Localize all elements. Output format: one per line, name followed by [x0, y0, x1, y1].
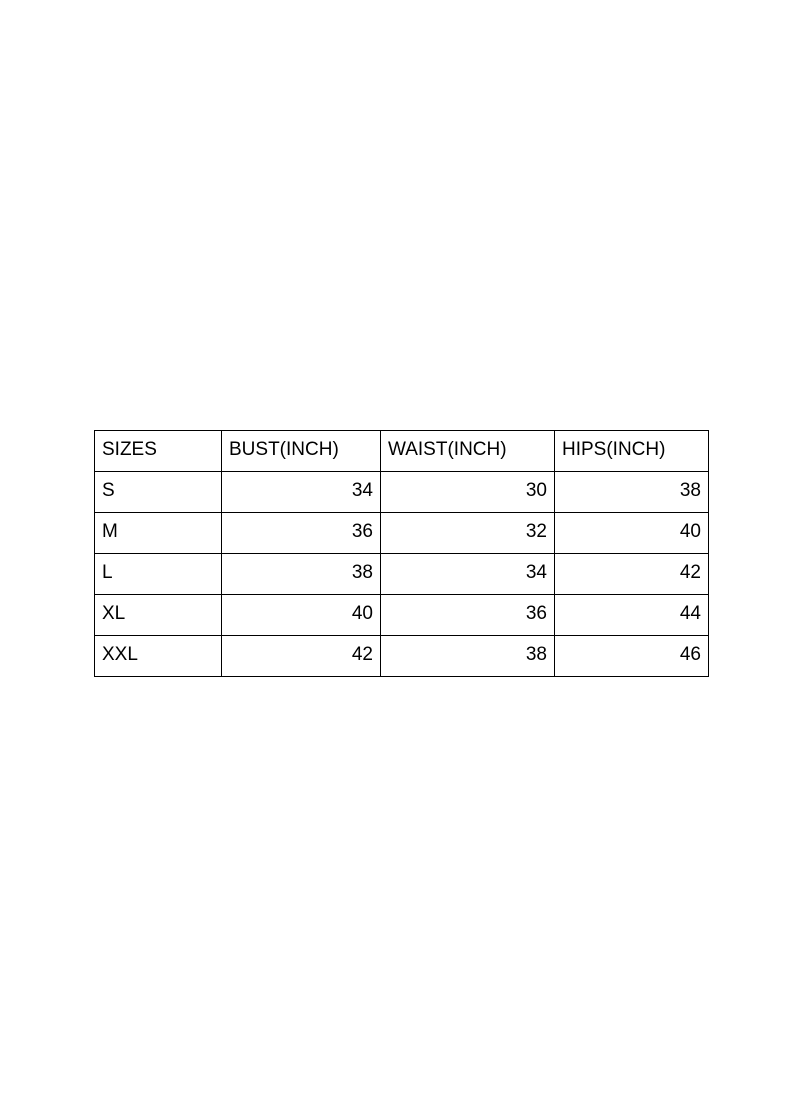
table-header-row [95, 431, 709, 472]
column-header-hips: HIPS(INCH) [555, 431, 709, 472]
cell-size: XXL [95, 636, 222, 677]
cell-hips: 46 [555, 636, 709, 677]
cell-size: XL [95, 595, 222, 636]
table-row [95, 472, 709, 513]
cell-hips: 44 [555, 595, 709, 636]
column-header-bust: BUST(INCH) [222, 431, 381, 472]
cell-waist: 30 [381, 472, 555, 513]
cell-size: L [95, 554, 222, 595]
cell-hips: 40 [555, 513, 709, 554]
table-row [95, 636, 709, 677]
cell-size: M [95, 513, 222, 554]
cell-bust: 42 [222, 636, 381, 677]
cell-hips: 38 [555, 472, 709, 513]
column-header-waist: WAIST(INCH) [381, 431, 555, 472]
table-header [95, 431, 709, 472]
cell-bust: 34 [222, 472, 381, 513]
size-chart-container [94, 430, 708, 677]
cell-waist: 36 [381, 595, 555, 636]
cell-waist: 34 [381, 554, 555, 595]
size-chart-table [94, 430, 709, 677]
cell-bust: 40 [222, 595, 381, 636]
cell-bust: 36 [222, 513, 381, 554]
cell-waist: 38 [381, 636, 555, 677]
cell-bust: 38 [222, 554, 381, 595]
table-row [95, 595, 709, 636]
cell-size: S [95, 472, 222, 513]
column-header-sizes: SIZES [95, 431, 222, 472]
table-row [95, 513, 709, 554]
table-row [95, 554, 709, 595]
cell-hips: 42 [555, 554, 709, 595]
cell-waist: 32 [381, 513, 555, 554]
table-body [95, 472, 709, 677]
